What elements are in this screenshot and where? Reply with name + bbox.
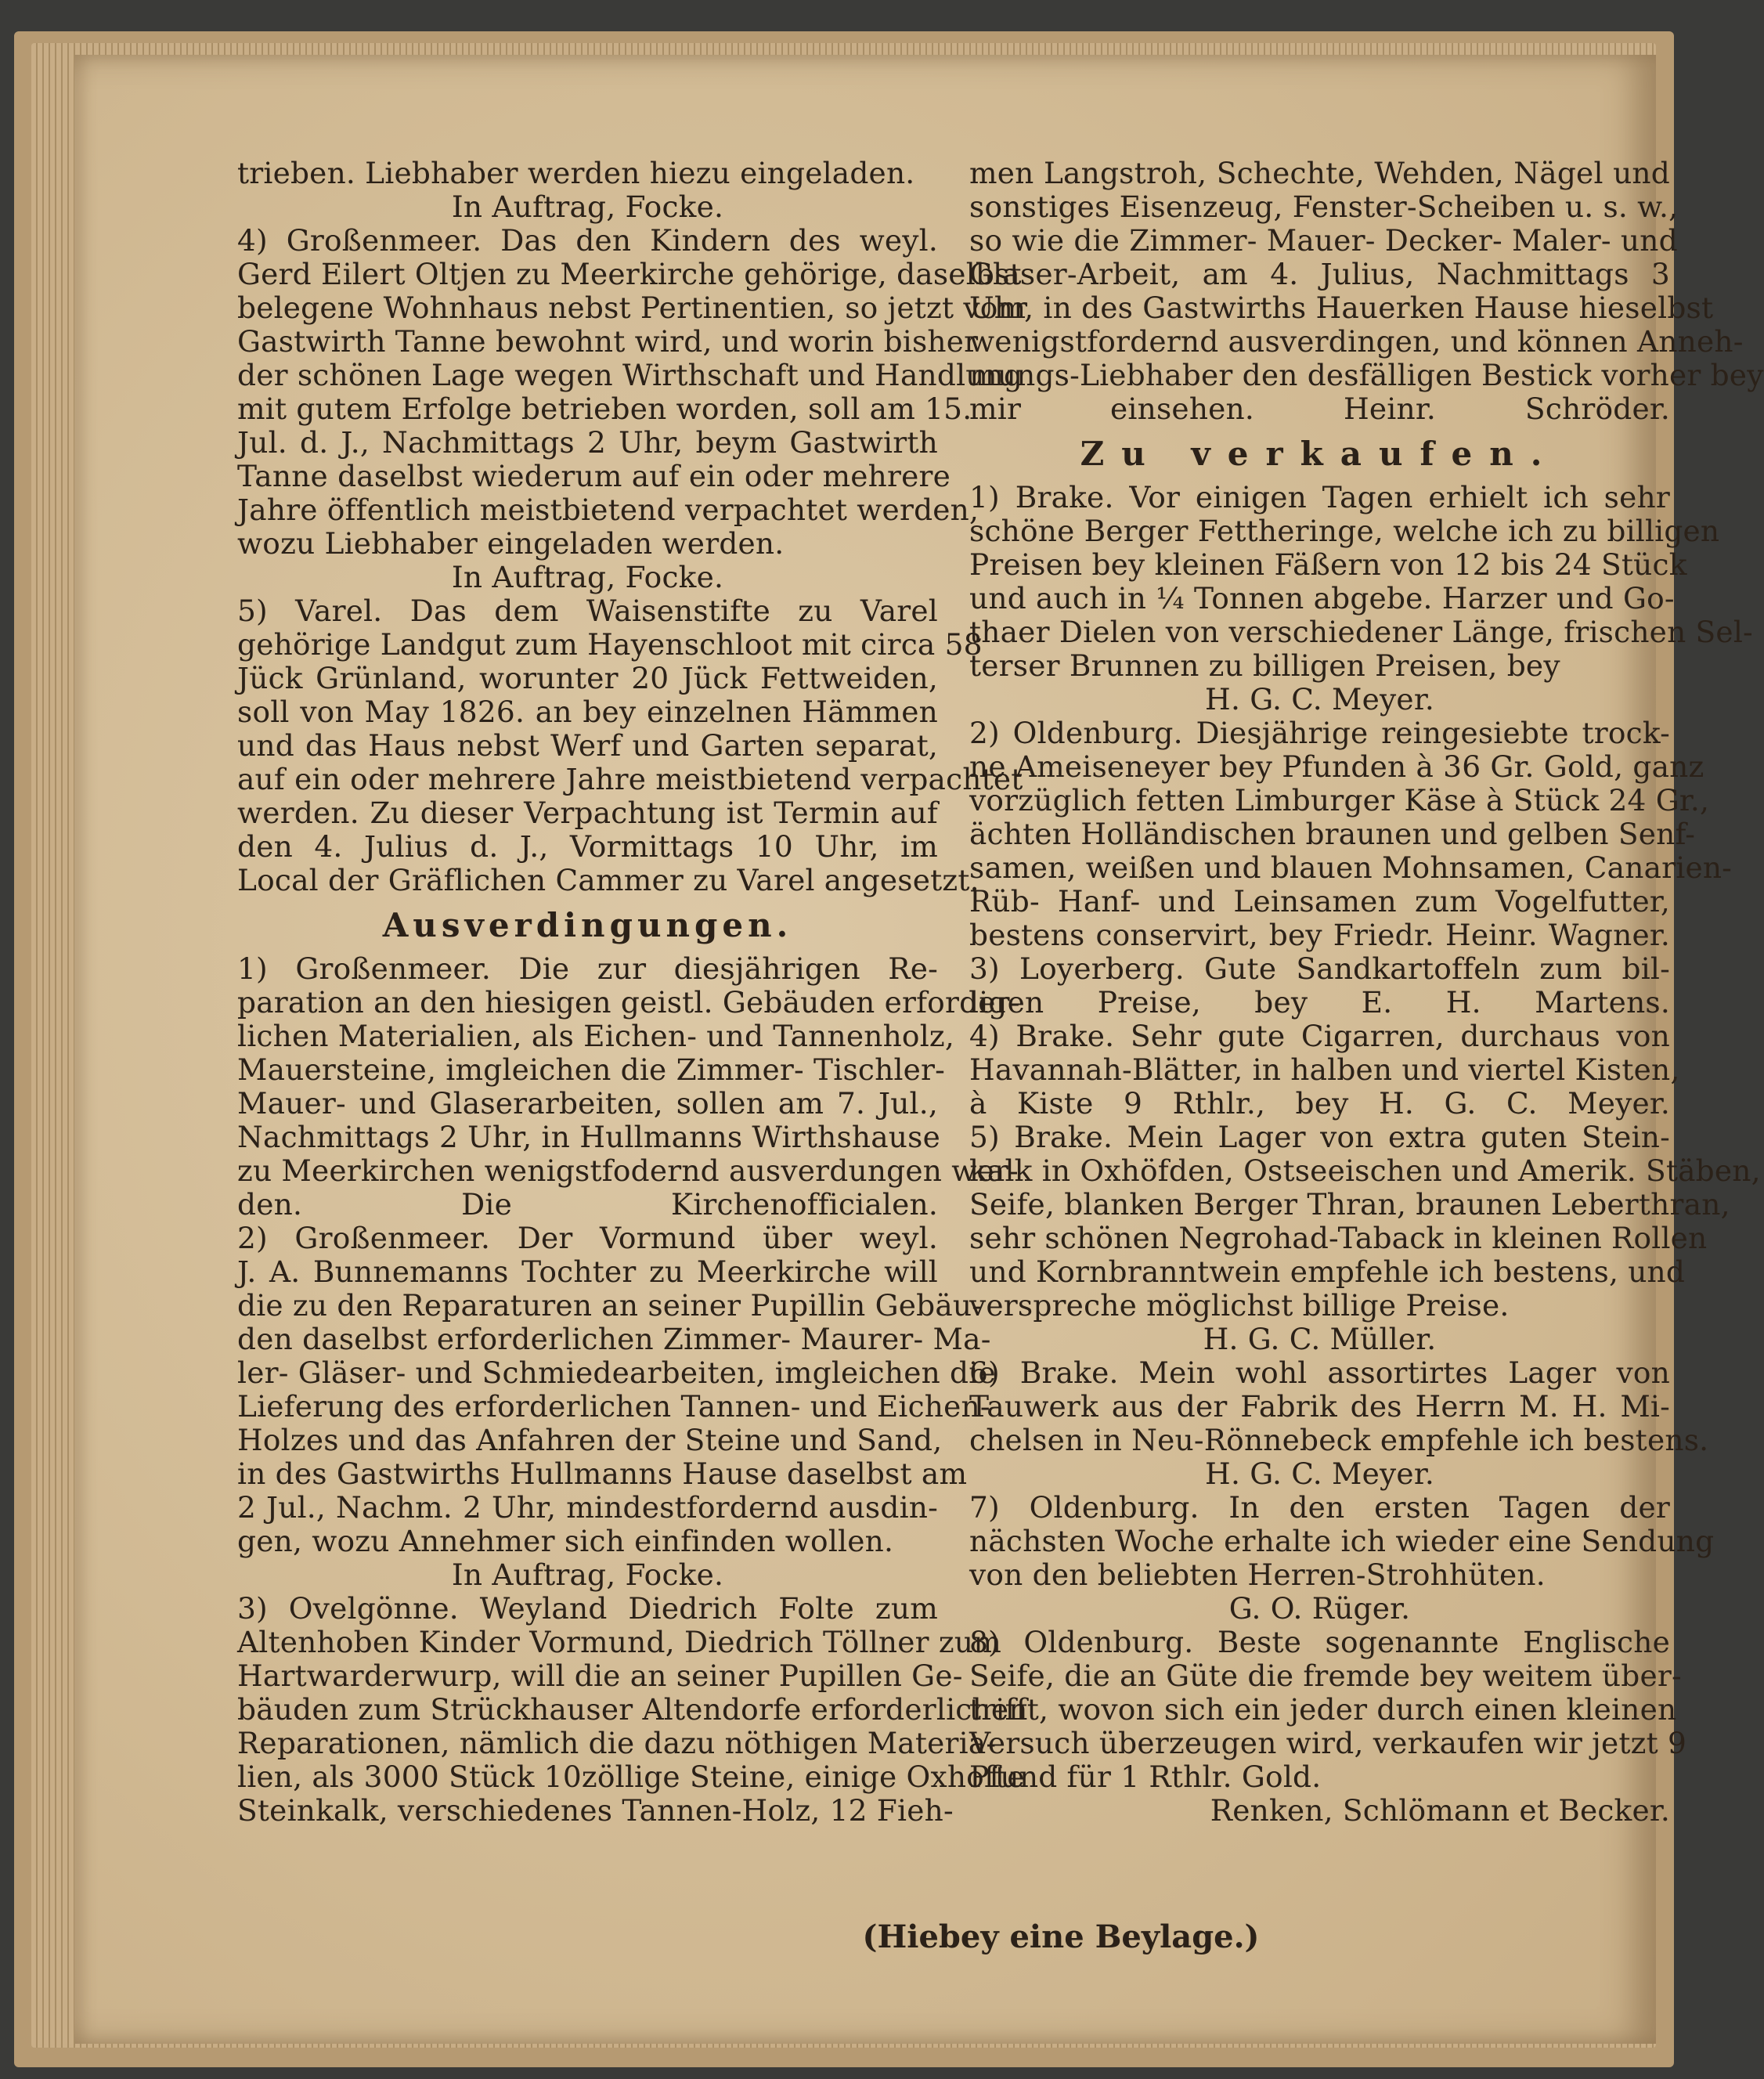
text-line: mit gutem Erfolge betrieben worden, soll am 15.: [237, 392, 972, 426]
text-line: 5) Varel. Das dem Waisenstifte zu Varel: [237, 594, 938, 628]
text-line: den. Die Kirchenofficialen.: [237, 1187, 938, 1222]
text-line: Jahre öffentlich meistbietend verpachtet werden,: [237, 493, 979, 527]
text-line: Jul. d. J., Nachmittags 2 Uhr, beym Gastwirth: [237, 425, 938, 460]
text-line: sonstiges Eisenzeug, Fenster-Scheiben u. s. w.,: [969, 189, 1679, 224]
text-line: trifft, wovon sich ein jeder durch einen kleinen: [969, 1692, 1677, 1727]
text-line: 3) Loyerberg. Gute Sandkartoffeln zum bil-: [969, 951, 1670, 986]
section-heading-zu-verkaufen: Zu verkaufen.: [1080, 435, 1560, 473]
text-line: men Langstroh, Schechte, Wehden, Nägel und: [969, 156, 1670, 190]
text-line: 8) Oldenburg. Beste sogenannte Englische: [969, 1625, 1670, 1659]
section-heading-ausverdingungen: Ausverdingungen.: [382, 906, 793, 944]
text-line: sehr schönen Negrohad-Taback in kleinen Rollen: [969, 1221, 1708, 1255]
text-line: den 4. Julius d. J., Vormittags 10 Uhr, im: [237, 829, 938, 864]
text-line: Hartwarderwurp, will die an seiner Pupillen Ge-: [237, 1659, 963, 1693]
text-line: paration an den hiesigen geistl. Gebäuden erforder-: [237, 985, 1020, 1020]
text-line: Rüb- Hanf- und Leinsamen zum Vogelfutter,: [969, 884, 1670, 919]
text-line: chelsen in Neu-Rönnebeck empfehle ich bestens.: [969, 1423, 1709, 1457]
text-line: Holzes und das Anfahren der Steine und Sand,: [237, 1423, 943, 1457]
right-column: [969, 156, 1764, 1828]
text-line: und auch in ¼ Tonnen abgebe. Harzer und Go-: [969, 581, 1675, 615]
text-line: 7) Oldenburg. In den ersten Tagen der: [969, 1490, 1670, 1525]
text-line: ler- Gläser- und Schmiedearbeiten, imgleichen die: [237, 1355, 996, 1390]
text-line: soll von May 1826. an bey einzelnen Hämmen: [237, 695, 938, 729]
text-line: Seife, die an Güte die fremde bey weitem über-: [969, 1659, 1682, 1693]
text-line: und Kornbranntwein empfehle ich bestens, und: [969, 1254, 1686, 1289]
text-line: 4) Großenmeer. Das den Kindern des weyl.: [237, 223, 938, 258]
text-line: Renken, Schlömann et Becker.: [1210, 1793, 1670, 1828]
left-column: [237, 156, 1028, 1828]
text-line: 4) Brake. Sehr gute Cigarren, durchaus von: [969, 1019, 1670, 1053]
text-line: in des Gastwirths Hullmanns Hause daselbst am: [237, 1456, 968, 1491]
text-line: bestens conservirt, bey Friedr. Heinr. Wagner.: [969, 918, 1670, 952]
text-line: Tanne daselbst wiederum auf ein oder mehrere: [237, 459, 951, 493]
text-line: 6) Brake. Mein wohl assortirtes Lager von: [969, 1355, 1670, 1390]
text-line: werden. Zu dieser Verpachtung ist Termin auf: [237, 796, 938, 830]
text-line: Local der Gräflichen Cammer zu Varel angesetzt.: [237, 863, 979, 897]
text-line: trieben. Liebhaber werden hiezu eingeladen.: [237, 156, 915, 190]
text-line: Glaser-Arbeit, am 4. Julius, Nachmittags 3: [969, 257, 1670, 291]
text-line: wenigstfordernd ausverdingen, und können Anneh-: [969, 324, 1744, 359]
text-line: den daselbst erforderlichen Zimmer- Maurer- Ma-: [237, 1322, 991, 1356]
text-line: von den beliebten Herren-Strohhüten.: [969, 1557, 1546, 1592]
text-line: die zu den Reparaturen an seiner Pupillin Gebäu-: [237, 1288, 983, 1323]
text-line: Pfund für 1 Rthlr. Gold.: [969, 1760, 1322, 1794]
text-line: Steinkalk, verschiedenes Tannen-Holz, 12 Fieh-: [237, 1793, 954, 1828]
text-line: gehörige Landgut zum Hayenschloot mit circa 58: [237, 627, 983, 662]
text-line: gen, wozu Annehmer sich einfinden wollen.: [237, 1524, 894, 1558]
text-line: 2 Jul., Nachm. 2 Uhr, mindestfordernd ausdin-: [237, 1490, 938, 1525]
text-line: Havannah-Blätter, in halben und viertel Kisten,: [969, 1052, 1680, 1087]
text-line: 1) Großenmeer. Die zur diesjährigen Re-: [237, 951, 938, 986]
text-line: thaer Dielen von verschiedener Länge, frischen Sel-: [969, 615, 1753, 649]
text-line: Uhr, in des Gastwirths Hauerken Hause hieselbst: [969, 291, 1714, 325]
text-line: Seife, blanken Berger Thran, braunen Leberthran,: [969, 1187, 1730, 1222]
left-column-lines: [237, 156, 1026, 897]
text-line: terser Brunnen zu billigen Preisen, bey: [969, 648, 1560, 683]
text-line: H. G. C. Müller.: [1203, 1322, 1437, 1356]
text-line: Gastwirth Tanne bewohnt wird, und worin bisher: [237, 324, 979, 359]
text-line: Mauer- und Glaserarbeiten, sollen am 7. Jul.,: [237, 1086, 938, 1121]
text-line: à Kiste 9 Rthlr., bey H. G. C. Meyer.: [969, 1086, 1670, 1121]
text-line: H. G. C. Meyer.: [1205, 1456, 1434, 1491]
text-line: Gerd Eilert Oltjen zu Meerkirche gehörige, daselbst: [237, 257, 1022, 291]
text-line: Tauwerk aus der Fabrik des Herrn M. H. Mi-: [969, 1389, 1670, 1424]
text-line: Preisen bey kleinen Fäßern von 12 bis 24 Stück: [969, 547, 1687, 582]
text-line: Nachmittags 2 Uhr, in Hullmanns Wirthshause: [237, 1120, 940, 1154]
text-line: samen, weißen und blauen Mohnsamen, Canarien-: [969, 850, 1733, 885]
text-line: G. O. Rüger.: [1228, 1591, 1411, 1626]
right-column-lines-2: [969, 480, 1761, 1828]
text-line: bäuden zum Strückhauser Altendorfe erforderlichen: [237, 1692, 1028, 1727]
text-line: 5) Brake. Mein Lager von extra guten Stein-: [969, 1120, 1670, 1154]
footer-supplement-note: (Hiebey eine Beylage.): [862, 1918, 1260, 1955]
text-line: ne Ameiseneyer bey Pfunden à 36 Gr. Gold, ganz: [969, 749, 1704, 784]
text-line: lichen Materialien, als Eichen- und Tannenholz,: [237, 1019, 954, 1053]
text-line: ächten Holländischen braunen und gelben Senf-: [969, 817, 1696, 851]
text-line: Versuch überzeugen wird, verkaufen wir jetzt 9: [969, 1726, 1687, 1760]
text-line: 2) Oldenburg. Diesjährige reingesiebte trock-: [969, 716, 1670, 750]
left-column-lines-2: [237, 951, 1028, 1828]
text-line: der schönen Lage wegen Wirthschaft und Handlung: [237, 358, 1023, 392]
text-line: H. G. C. Meyer.: [1205, 682, 1434, 716]
text-line: In Auftrag, Focke.: [451, 1557, 724, 1592]
text-line: Lieferung des erforderlichen Tannen- und Eichen-: [237, 1389, 990, 1424]
text-line: verspreche möglichst billige Preise.: [969, 1288, 1510, 1323]
text-line: und das Haus nebst Werf und Garten separat,: [237, 728, 938, 763]
text-line: auf ein oder mehrere Jahre meistbietend verpachtet: [237, 762, 1023, 796]
text-line: lien, als 3000 Stück 10zöllige Steine, einige Oxhofte: [237, 1760, 1025, 1794]
text-line: belegene Wohnhaus nebst Pertinentien, so jetzt vom: [237, 291, 1026, 325]
text-line: nächsten Woche erhalte ich wieder eine Sendung: [969, 1524, 1715, 1558]
text-line: Mauersteine, imgleichen die Zimmer- Tischler-: [237, 1052, 946, 1087]
newspaper-page: [74, 55, 1764, 2044]
text-line: Reparationen, nämlich die dazu nöthigen Materia-: [237, 1726, 997, 1760]
text-line: mir einsehen. Heinr. Schröder.: [969, 392, 1670, 426]
text-line: zu Meerkirchen wenigstfodernd ausverdungen wer-: [237, 1153, 1019, 1188]
text-line: vorzüglich fetten Limburger Käse à Stück 24 Gr.,: [969, 783, 1710, 818]
text-line: 3) Ovelgönne. Weyland Diedrich Folte zum: [237, 1591, 938, 1626]
text-line: Altenhoben Kinder Vormund, Diedrich Töllner zum: [237, 1625, 1001, 1659]
right-column-lines: [969, 156, 1764, 426]
text-line: In Auftrag, Focke.: [451, 560, 724, 594]
text-line: schöne Berger Fettheringe, welche ich zu billigen: [969, 514, 1720, 548]
text-line: mungs-Liebhaber den desfälligen Bestick vorher bey: [969, 358, 1764, 392]
text-line: 2) Großenmeer. Der Vormund über weyl.: [237, 1221, 938, 1255]
text-line: kalk in Oxhöfden, Ostseeischen und Amerik. Stäben,: [969, 1153, 1761, 1188]
text-line: Jück Grünland, worunter 20 Jück Fettweiden,: [237, 661, 938, 695]
text-line: 1) Brake. Vor einigen Tagen erhielt ich sehr: [969, 480, 1670, 514]
text-line: so wie die Zimmer- Mauer- Decker- Maler- und: [969, 223, 1678, 258]
text-line: J. A. Bunnemanns Tochter zu Meerkirche will: [237, 1254, 938, 1289]
text-line: ligen Preise, bey E. H. Martens.: [969, 985, 1670, 1020]
text-line: In Auftrag, Focke.: [451, 189, 724, 224]
text-line: wozu Liebhaber eingeladen werden.: [237, 526, 785, 561]
